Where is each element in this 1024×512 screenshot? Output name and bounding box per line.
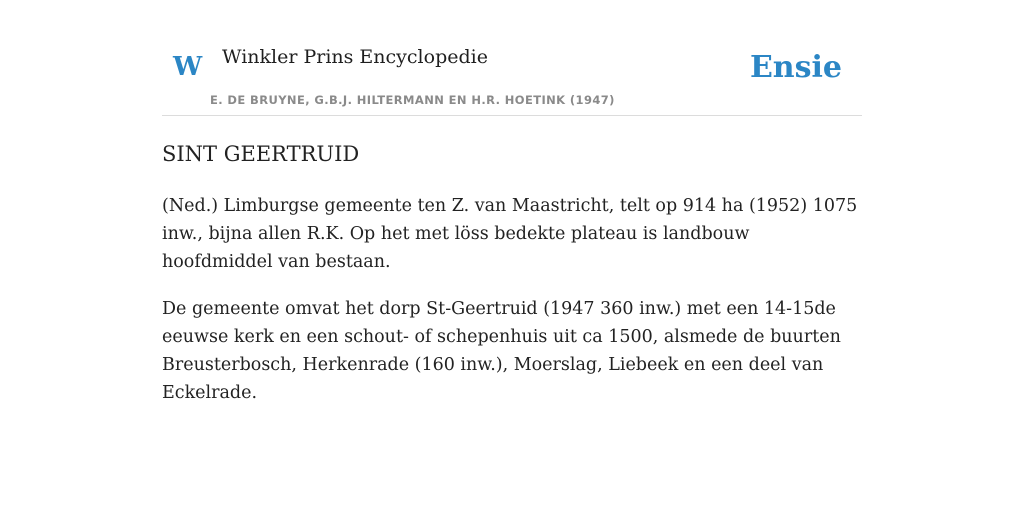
encyclopedia-logo[interactable]: W: [173, 52, 203, 82]
publication-header: [162, 38, 862, 116]
ensie-brand-logo[interactable]: Ensie: [749, 50, 842, 85]
publication-title-link[interactable]: Winkler Prins Encyclopedie: [222, 46, 488, 68]
article-title: SINT GEERTRUID: [162, 142, 360, 166]
article-body: [162, 192, 862, 426]
article-paragraph: De gemeente omvat het dorp St-Geertruid (1947 360 inw.) met een 14-15de eeuwse kerk en een schout- of schepenhuis uit ca 1500, alsmede de buurten Breusterbosch, Herkenrade (160 inw.), Moerslag, Liebeek en een deel van Eckelrade.: [162, 299, 841, 403]
article-paragraph: (Ned.) Limburgse gemeente ten Z. van Maastricht, telt op 914 ha (1952) 1075 inw., bijna allen R.K. Op het met löss bedekte plateau is landbouw hoofdmiddel van bestaan.: [162, 196, 858, 272]
publication-authors: E. DE BRUYNE, G.B.J. HILTERMANN EN H.R. HOETINK (1947): [210, 93, 615, 107]
